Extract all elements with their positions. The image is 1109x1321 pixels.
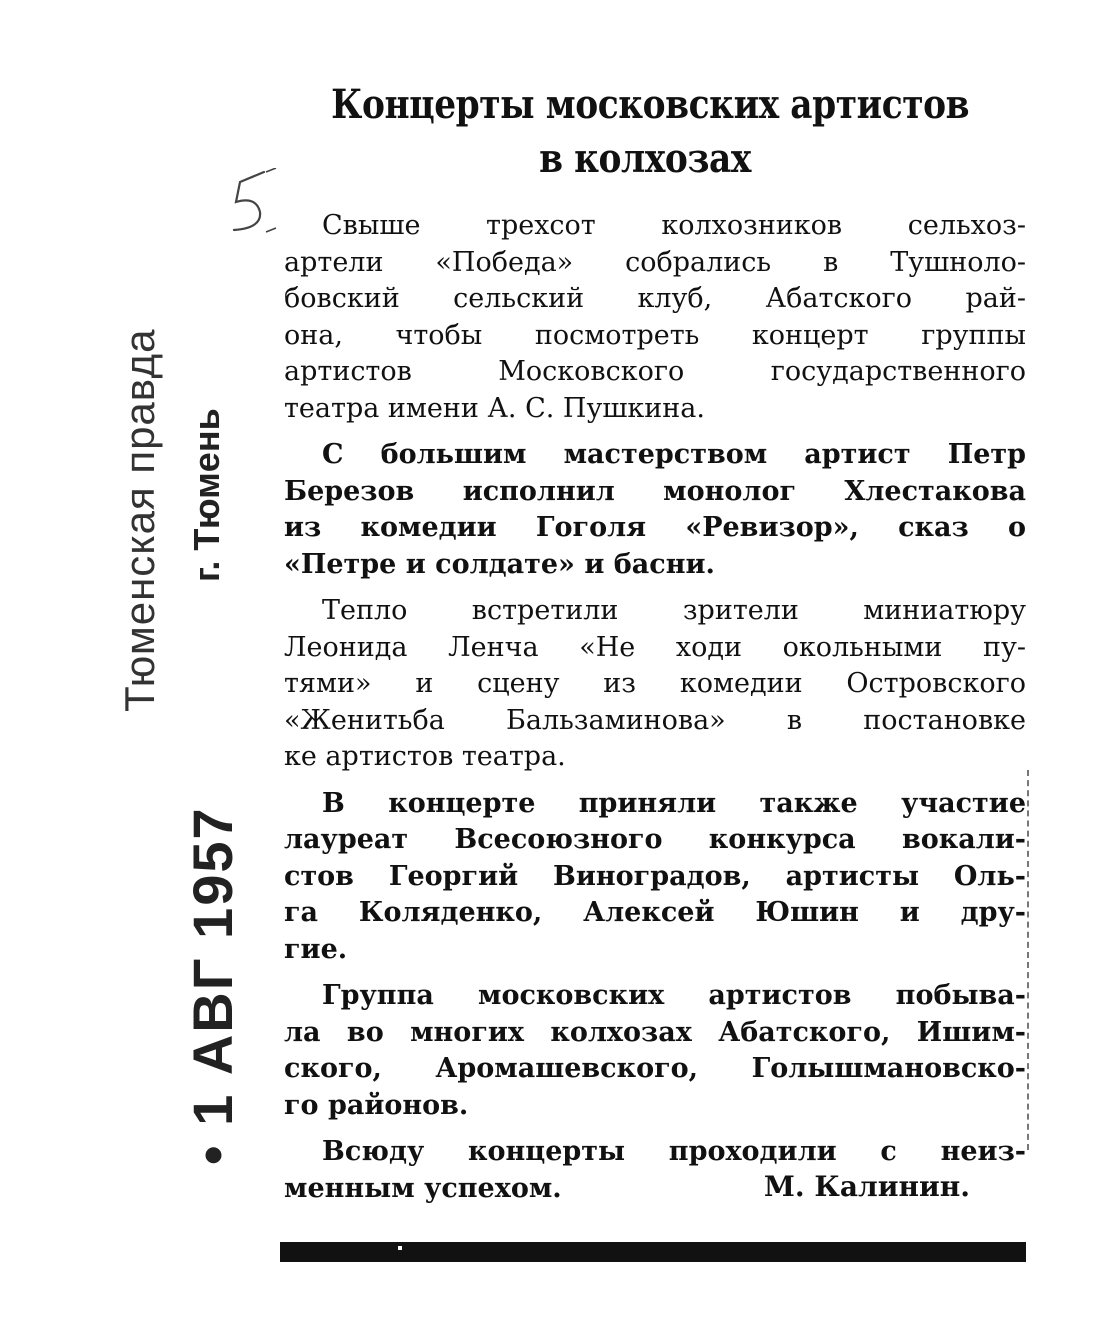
text-line: Тепло встретили зрители миниатюру <box>322 595 1026 626</box>
text-line: лауреат Всесоюзного конкурса вокали- <box>284 824 1026 855</box>
text-line: менным успехом. <box>284 1172 562 1204</box>
text-line: артели «Победа» собрались в Тушноло- <box>284 246 1026 278</box>
text-line: ла во многих колхозах Абатского, Ишим- <box>284 1016 1026 1048</box>
text-line: Березов исполнил монолог Хлестакова <box>284 475 1026 507</box>
text-line: «Петре и солдате» и басни. <box>284 548 715 580</box>
text-line: го районов. <box>284 1089 469 1121</box>
city-stamp: г. Тюмень <box>186 408 227 582</box>
text-line: артистов Московского государственного <box>284 356 1026 387</box>
article-headline <box>331 78 970 186</box>
headline-line-1: Концерты московских артистов <box>331 81 970 128</box>
text-line: Свыше трехсот колхозников сельхоз- <box>322 210 1026 241</box>
text-line: ке артистов театра. <box>284 741 566 772</box>
bottom-rule <box>280 1242 1026 1262</box>
text-line: Леонида Ленча «Не ходи окольными пу- <box>284 631 1026 663</box>
text-line: стов Георгий Виноградов, артисты Оль- <box>284 860 1026 892</box>
text-line: гие. <box>284 933 348 965</box>
text-line: бовский сельский клуб, Абатского рай- <box>284 283 1026 314</box>
text-line: Группа московских артистов побыва- <box>322 980 1026 1011</box>
text-line: В концерте приняли также участие <box>322 787 1026 819</box>
text-line: она, чтобы посмотреть концерт группы <box>284 319 1026 351</box>
paragraph-3 <box>284 593 1026 776</box>
paragraph-4 <box>284 786 1026 969</box>
text-line: тями» и сцену из комедии Островского <box>284 668 1026 699</box>
author-signature: М. Калинин. <box>763 1170 970 1203</box>
text-line: из комедии Гоголя «Ревизор», сказ о <box>284 512 1026 543</box>
text-line: га Коляденко, Алексей Юшин и дру- <box>284 897 1026 928</box>
article-body <box>284 208 1026 1217</box>
text-line: ского, Аромашевского, Голышмановско- <box>284 1053 1026 1084</box>
newspaper-name-stamp: Тюменская правда <box>116 328 163 712</box>
text-line: С большим мастерством артист Петр <box>322 439 1026 470</box>
headline-line-2: в колхозах <box>539 135 751 182</box>
text-line: театра имени А. С. Пушкина. <box>284 392 705 424</box>
date-stamp: • 1 АВГ 1957 <box>181 806 244 1165</box>
paragraph-1 <box>284 208 1026 427</box>
paragraph-5 <box>284 978 1026 1124</box>
pencil-page-number <box>226 168 278 238</box>
text-line: «Женитьба Бальзаминова» в постановке <box>284 704 1026 736</box>
margin-cut-line <box>1027 770 1031 1150</box>
text-line: Всюду концерты проходили с неиз- <box>322 1136 1026 1167</box>
paragraph-2 <box>284 437 1026 583</box>
